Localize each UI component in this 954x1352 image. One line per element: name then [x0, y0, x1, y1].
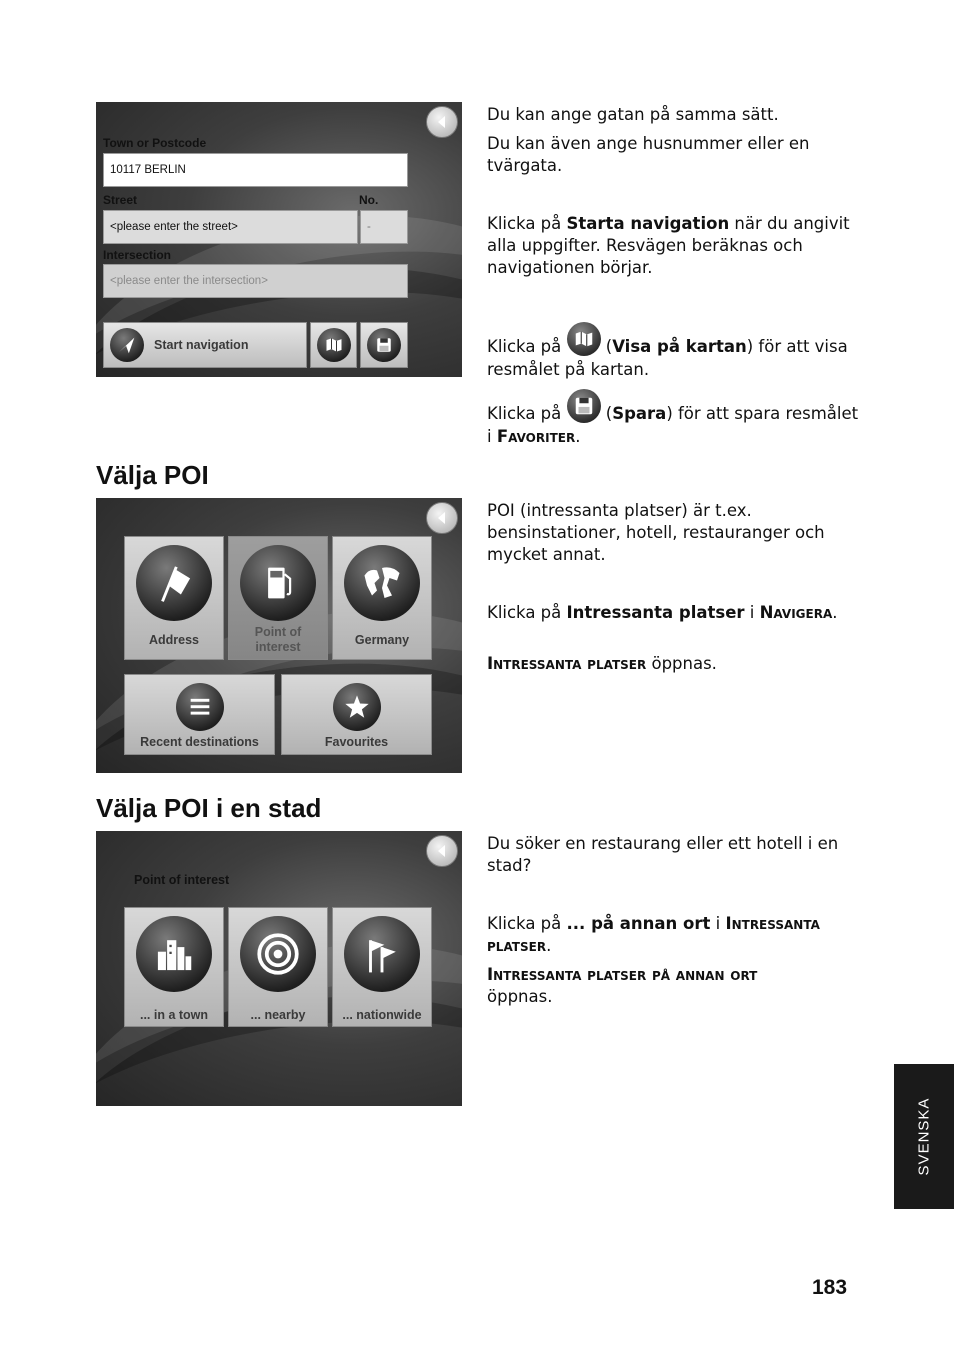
navigate-menu-screenshot	[96, 498, 462, 773]
paragraph-other-town-opens: Intressanta platser på annan ort öppnas.	[487, 965, 758, 1006]
recent-destinations-tile[interactable]	[124, 674, 275, 755]
show-on-map-term: Visa på kartan	[612, 337, 747, 356]
arrow-left-icon	[435, 511, 449, 525]
town-label: Town or Postcode	[103, 136, 207, 150]
map-icon	[567, 322, 601, 356]
list-icon	[176, 683, 224, 731]
navigation-arrow-icon	[110, 328, 144, 362]
poi-term: Intressanta platser	[566, 603, 745, 622]
section-heading-poi: Välja POI	[96, 460, 209, 490]
paragraph-start-navigation: Klicka på Starta navigation när du angivit alla uppgifter. Resvägen beräknas och navigationen börjar.	[487, 214, 850, 277]
favourites-label: Favourites	[324, 735, 389, 749]
point-of-interest-tile[interactable]	[228, 536, 328, 660]
star-icon	[333, 683, 381, 731]
navigate-term: Navigera	[759, 603, 833, 622]
flags-icon	[344, 916, 420, 992]
in-a-town-label: ... in a town	[139, 1008, 209, 1022]
intersection-input[interactable]: <please enter the intersection>	[103, 264, 408, 298]
nationwide-label: ... nationwide	[342, 1008, 422, 1022]
address-label: Address	[148, 633, 200, 647]
language-tab-label: SVENSKA	[915, 1097, 933, 1176]
paragraph-save: Klicka på (Spara) för att spara resmålet i Favoriter.	[487, 389, 859, 448]
poi-menu-screenshot	[96, 831, 462, 1106]
paragraph-click-other-town: Klicka på ... på annan ort i Intressanta platser.	[487, 914, 820, 955]
back-button[interactable]	[426, 106, 458, 138]
start-navigation-label: Start navigation	[154, 338, 249, 352]
show-on-map-button[interactable]	[310, 322, 357, 368]
arrow-left-icon	[435, 115, 449, 129]
screen-title: Point of interest	[134, 873, 230, 887]
floppy-disk-icon	[567, 389, 601, 423]
address-entry-screenshot	[96, 102, 462, 377]
fuel-pump-icon	[240, 545, 316, 621]
house-number-input[interactable]: -	[360, 210, 408, 244]
paragraph-poi-intro: POI (intressanta platser) är t.ex. bensinstationer, hotell, restauranger och mycket annat.	[487, 501, 825, 564]
back-button[interactable]	[426, 502, 458, 534]
other-town-term: ... på annan ort	[566, 914, 711, 933]
house-number-label: No.	[359, 193, 379, 207]
nationwide-tile[interactable]	[332, 907, 432, 1027]
arrow-left-icon	[435, 844, 449, 858]
paragraph-search-in-town: Du söker en restaurang eller ett hotell i en stad?	[487, 834, 839, 875]
start-navigation-term: Starta navigation	[566, 214, 730, 233]
save-button[interactable]	[360, 322, 408, 368]
town-input[interactable]: 10117 BERLIN	[103, 153, 408, 187]
poi-menu-term: Intressanta platser	[487, 914, 820, 955]
save-term: Spara	[612, 404, 667, 423]
nearby-tile[interactable]	[228, 907, 328, 1027]
paragraph-show-on-map: Klicka på (Visa på kartan) för att visa resmålet på kartan.	[487, 322, 859, 381]
language-tab	[894, 1064, 954, 1209]
back-button[interactable]	[426, 835, 458, 867]
paragraph-poi-opens: Intressanta platser öppnas.	[487, 654, 717, 673]
section-heading-poi-in-town: Välja POI i en stad	[96, 793, 322, 823]
street-input[interactable]: <please enter the street>	[103, 210, 358, 244]
target-icon	[240, 916, 316, 992]
map-icon	[317, 328, 351, 362]
country-label: Germany	[354, 633, 410, 647]
in-a-town-tile[interactable]	[124, 907, 224, 1027]
nearby-label: ... nearby	[250, 1008, 306, 1022]
street-label: Street	[103, 193, 138, 207]
point-of-interest-label: Point of interest	[254, 625, 302, 654]
paragraph-house-number: Du kan även ange husnummer eller en tvärgata.	[487, 134, 810, 175]
poi-other-town-term: Intressanta platser på annan ort	[487, 965, 758, 984]
page-number: 183	[812, 1276, 848, 1299]
globe-icon	[344, 545, 420, 621]
recent-destinations-label: Recent destinations	[140, 735, 259, 749]
floppy-disk-icon	[367, 328, 401, 362]
favourites-tile[interactable]	[281, 674, 432, 755]
city-buildings-icon	[136, 916, 212, 992]
poi-menu-term: Intressanta platser	[487, 654, 647, 673]
paragraph-street-entry: Du kan ange gatan på samma sätt.	[487, 105, 779, 124]
paragraph-click-poi: Klicka på Intressanta platser i Navigera.	[487, 603, 838, 622]
flag-icon	[136, 545, 212, 621]
country-tile[interactable]	[332, 536, 432, 660]
address-tile[interactable]	[124, 536, 224, 660]
intersection-label: Intersection	[103, 248, 172, 262]
favourites-term: Favoriter	[496, 427, 576, 446]
start-navigation-button[interactable]	[103, 322, 307, 368]
